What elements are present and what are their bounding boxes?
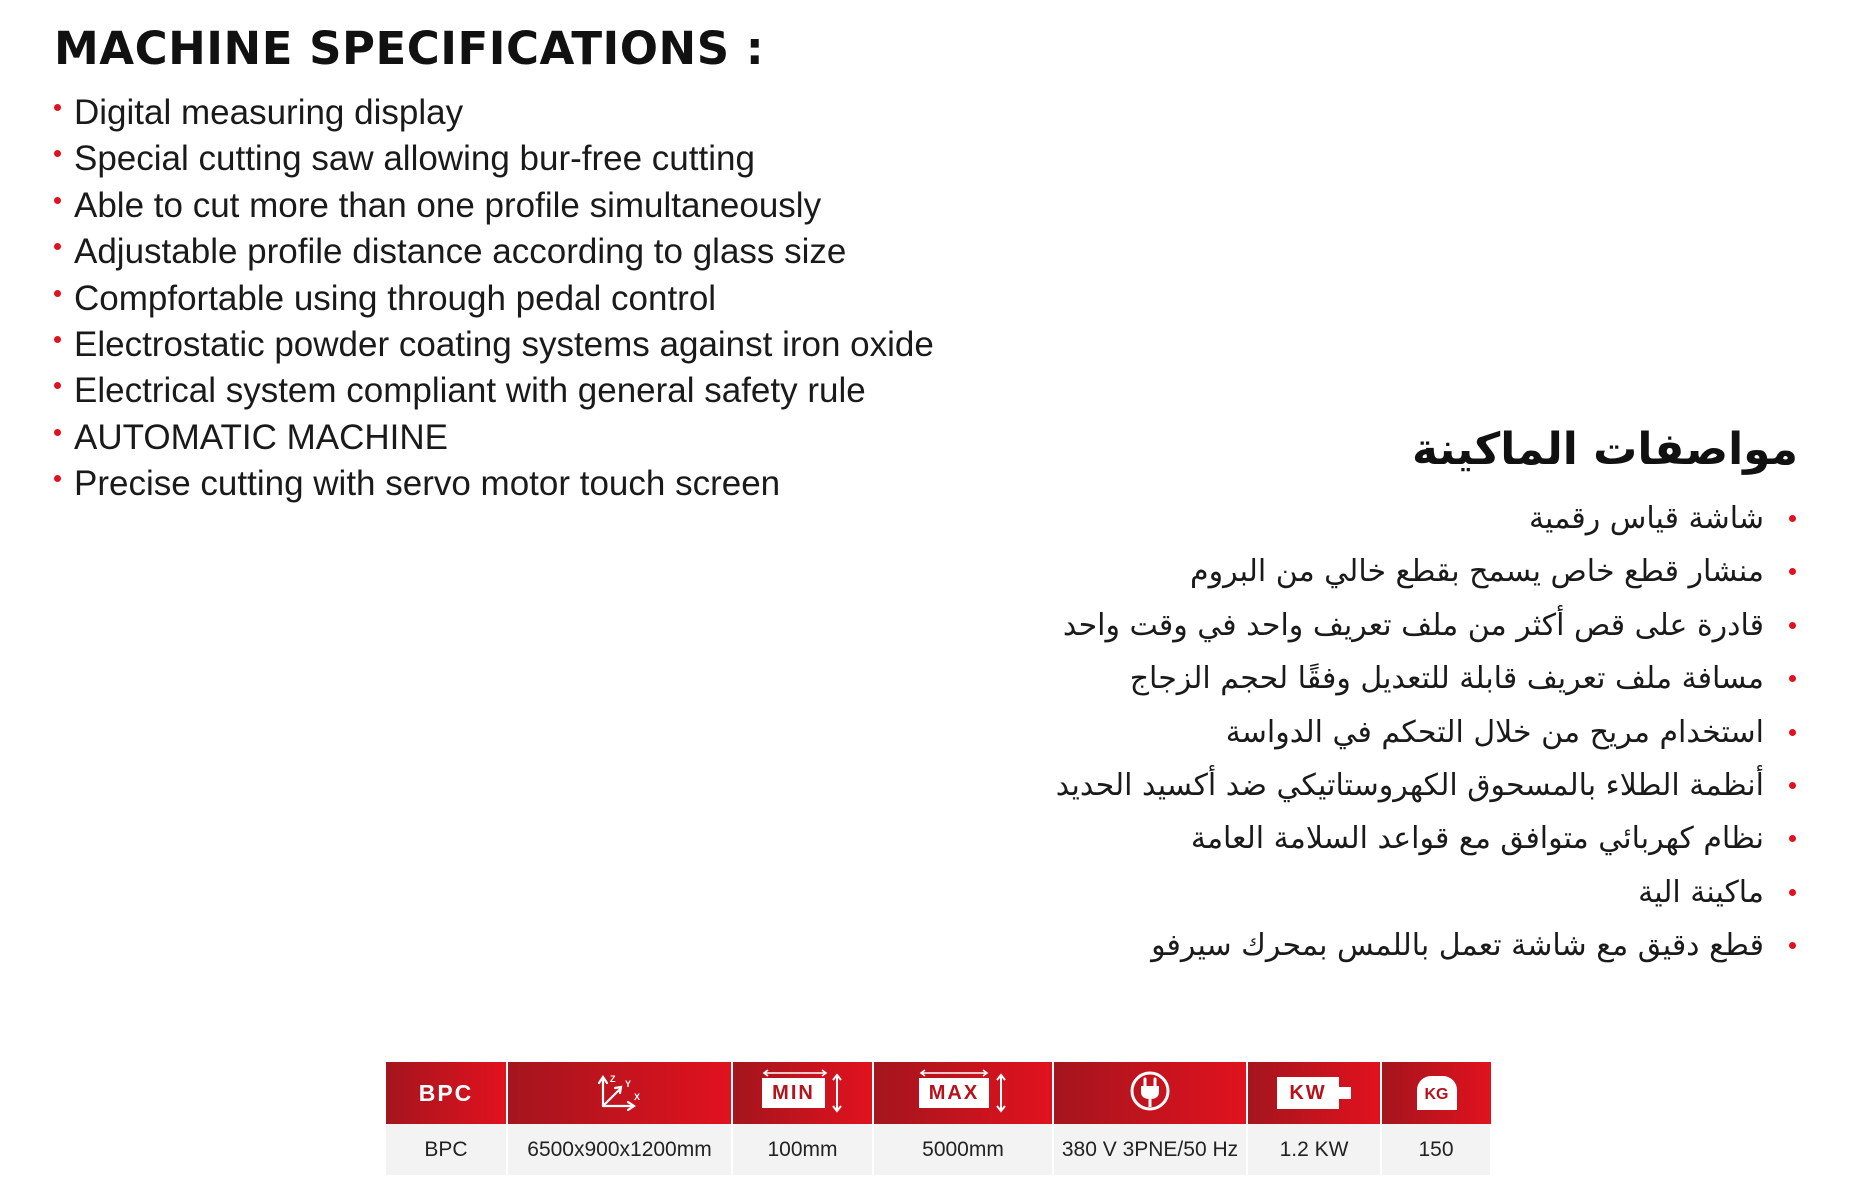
svg-text:Z: Z (609, 1073, 615, 1084)
list-item: نظام كهربائي متوافق مع قواعد السلامة العامة (1056, 812, 1798, 865)
spec-table-header-row (386, 1062, 1491, 1124)
list-item: منشار قطع خاص يسمح بقطع خالي من البروم (1056, 545, 1798, 598)
dimensions-value: 6500x900x1200mm (507, 1124, 732, 1175)
min-header-label: MIN (762, 1078, 825, 1108)
kw-header-label: KW (1277, 1077, 1338, 1109)
list-item: Digital measuring display (54, 90, 934, 136)
list-item: قطع دقيق مع شاشة تعمل باللمس بمحرك سيرفو (1056, 919, 1798, 972)
min-value: 100mm (732, 1124, 873, 1175)
list-item: Electrical system compliant with general safety rule (54, 368, 934, 414)
list-item: Precise cutting with servo motor touch screen (54, 461, 934, 507)
double-arrow-vertical-icon (831, 1073, 843, 1113)
list-item: ماكينة الية (1056, 866, 1798, 919)
arabic-title: مواصفات الماكينة (1412, 424, 1798, 475)
max-value: 5000mm (873, 1124, 1053, 1175)
list-item: Compfortable using through pedal control (54, 276, 934, 322)
list-item: قادرة على قص أكثر من ملف تعريف واحد في وقت واحد (1056, 599, 1798, 652)
power-header (1053, 1062, 1247, 1124)
english-spec-list (54, 90, 934, 508)
spec-table (386, 1062, 1492, 1175)
list-item: شاشة قياس رقمية (1056, 492, 1798, 545)
max-header (873, 1062, 1053, 1124)
double-arrow-vertical-icon (995, 1073, 1007, 1113)
kw-header (1247, 1062, 1381, 1124)
list-item: أنظمة الطلاء بالمسحوق الكهروستاتيكي ضد أكسيد الحديد (1056, 759, 1798, 812)
model-value: BPC (386, 1124, 507, 1175)
power-plug-icon (1128, 1069, 1172, 1113)
model-header-label: BPC (418, 1079, 474, 1106)
list-item: مسافة ملف تعريف قابلة للتعديل وفقًا لحجم الزجاج (1056, 652, 1798, 705)
kg-value: 150 (1381, 1124, 1491, 1175)
list-item: Able to cut more than one profile simultaneously (54, 183, 934, 229)
arabic-spec-list (1056, 492, 1798, 973)
double-arrow-horizontal-icon (762, 1069, 828, 1077)
kg-header-label: KG (1417, 1076, 1457, 1110)
double-arrow-horizontal-icon (919, 1069, 989, 1077)
kw-value: 1.2 KW (1247, 1124, 1381, 1175)
english-title: MACHINE SPECIFICATIONS : (54, 22, 765, 75)
arabic-spec-block (1056, 420, 1798, 973)
table-row (386, 1124, 1491, 1175)
dimensions-header (507, 1062, 732, 1124)
svg-text:Y: Y (624, 1078, 631, 1089)
list-item: Adjustable profile distance according to glass size (54, 229, 934, 275)
min-header (732, 1062, 873, 1124)
max-header-label: MAX (919, 1078, 989, 1108)
list-item: AUTOMATIC MACHINE (54, 415, 934, 461)
model-header (386, 1062, 507, 1124)
list-item: Special cutting saw allowing bur-free cutting (54, 136, 934, 182)
svg-text:X: X (633, 1091, 640, 1102)
list-item: استخدام مريح من خلال التحكم في الدواسة (1056, 706, 1798, 759)
list-item: Electrostatic powder coating systems against iron oxide (54, 322, 934, 368)
plug-tab-icon (1339, 1087, 1351, 1099)
kg-header (1381, 1062, 1491, 1124)
xyz-axes-icon (597, 1070, 643, 1112)
power-value: 380 V 3PNE/50 Hz (1053, 1124, 1247, 1175)
